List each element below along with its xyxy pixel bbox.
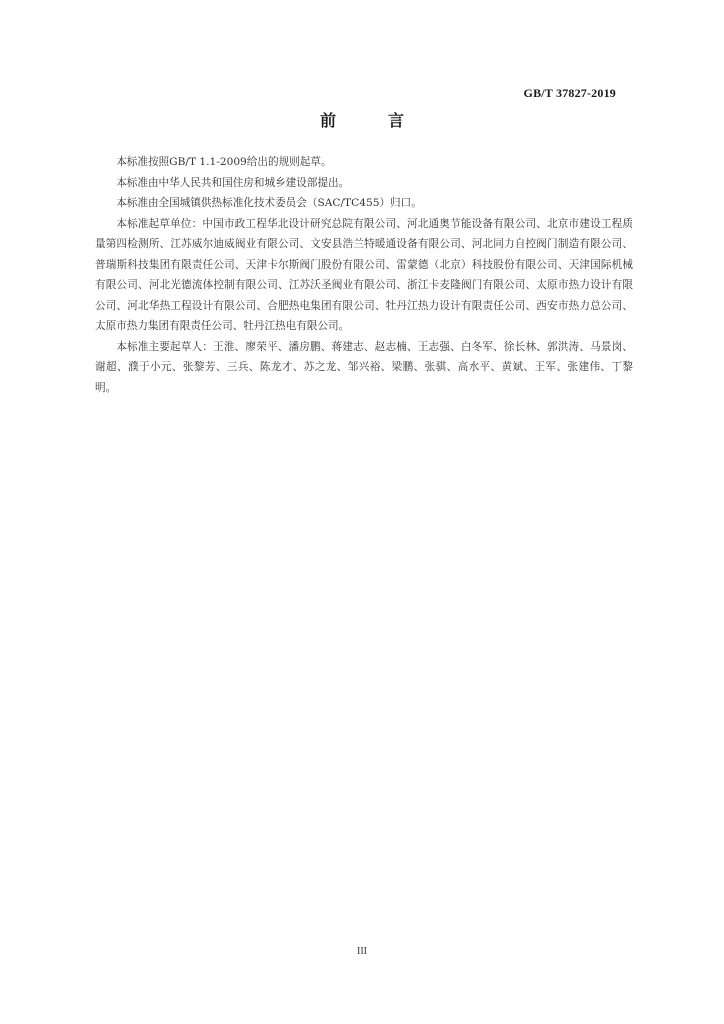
page-title: 前 言 [319, 111, 422, 130]
paragraph-drafting-units: 本标准起草单位：中国市政工程华北设计研究总院有限公司、河北通奥节能设备有限公司、北京市建设工程质量第四检测所、江苏威尔迪威阀业有限公司、文安县浩兰特暖通设备有限公司、河北同力自控阀门制造有限公司、普瑞斯科技集团有限责任公司、天津卡尔斯阀门股份有限公司、雷蒙德（北京）科技股份有限公司、天津国际机械有限公司、河北光德流体控制有限公司、江苏沃圣阀业有限公司、浙江卡麦隆阀门有限公司、太原市热力设计有限公司、河北华热工程设计有限公司、合肥热电集团有限公司、牡丹江热力设计有限责任公司、西安市热力总公司、太原市热力集团有限责任公司、牡丹江热电有限公司。 [95, 217, 633, 332]
paragraph-centralized: 本标准由全国城镇供热标准化技术委员会（SAC/TC455）归口。 [116, 197, 422, 209]
page-number: III [357, 946, 367, 957]
paragraph-drafting-rules: 本标准按照GB/T 1.1-2009给出的规则起草。 [116, 156, 332, 168]
paragraph-drafters: 本标准主要起草人：王淮、廖荣平、潘房鹏、蒋建志、赵志楠、王志强、白冬军、徐长林、郭洪涛、马景岗、谢超、濮于小元、张黎芳、三兵、陈龙才、苏之龙、邹兴裕、梁鹏、张骐、高水平、黄斌、王军、张建伟、丁黎明。 [95, 340, 633, 394]
document-body [95, 152, 633, 398]
standard-code: GB/T 37827-2019 [523, 86, 616, 100]
paragraph-proposer: 本标准由中华人民共和国住房和城乡建设部提出。 [116, 176, 350, 189]
